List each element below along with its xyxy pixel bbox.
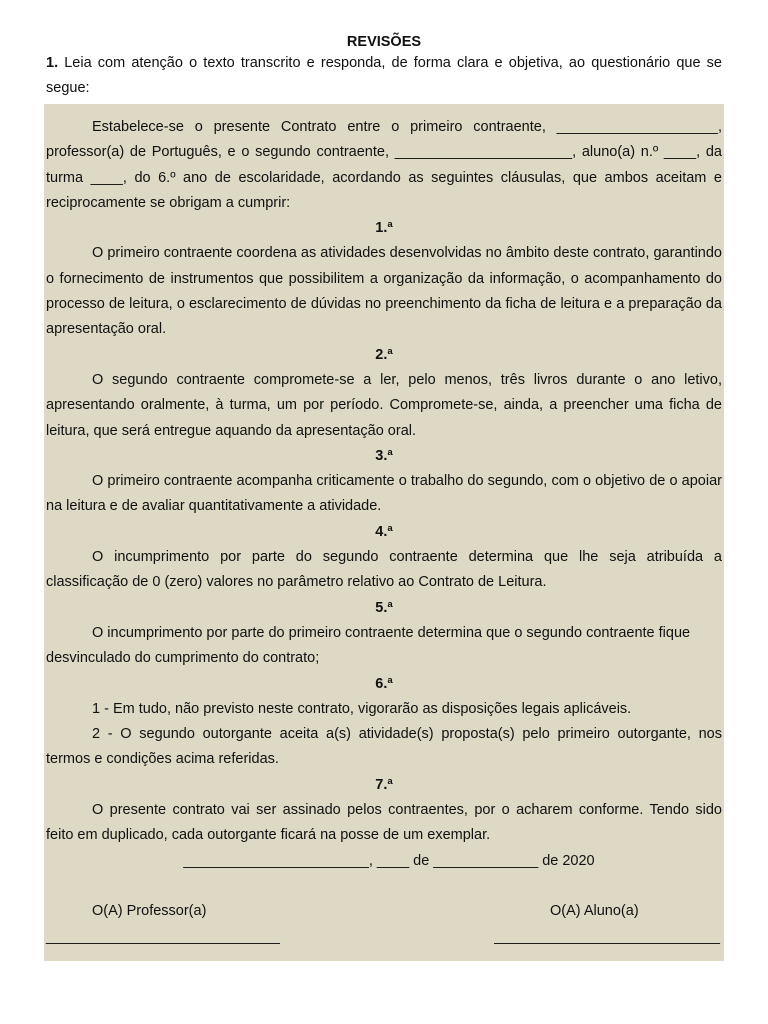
- question: [46, 51, 722, 101]
- clause-paragraph: 1 - Em tudo, não previsto neste contrato, vigorarão as disposições legais aplicáveis.: [92, 700, 632, 717]
- teacher-signature-label: O(A) Professor(a): [92, 902, 207, 919]
- page-title: REVISÕES: [346, 34, 422, 50]
- signatures: [46, 899, 722, 959]
- clause-heading: 3.ª: [375, 447, 393, 464]
- date-line: _______________________, ____ de _____________ de 2020: [183, 852, 595, 869]
- teacher-signature-line: _____________________________: [46, 928, 280, 945]
- clause-paragraph: 2 - O segundo outorgante aceita a(s) atividade(s) proposta(s) pelo primeiro outorgante, nos termos e condições acima referidas.: [46, 726, 722, 768]
- clause-paragraph: O presente contrato vai ser assinado pelos contraentes, por o acharem conforme. Tendo sido feito em duplicado, cada outorgante ficará na posse de um exemplar.: [46, 802, 722, 844]
- contract-intro: Estabelece-se o presente Contrato entre o primeiro contraente, ____________________, professor(a) de Português, e o segundo contraente, ______________________, aluno(a) n.º ____, da turma ____, do 6.º ano de escolaridade, acordando as seguintes cláusulas, que ambos aceitam e reciprocamente se obrigam a cumprir:: [46, 119, 722, 211]
- student-signature-line: ____________________________: [494, 928, 720, 945]
- clause-heading: 2.ª: [375, 346, 393, 363]
- clause-paragraph: O segundo contraente compromete-se a ler, pelo menos, três livros durante o ano letivo, apresentando oralmente, à turma, um por período. Compromete-se, ainda, a preencher uma ficha de leitura, que será entregue aquando da apresentação oral.: [46, 371, 722, 439]
- clause-heading: 4.ª: [375, 523, 393, 540]
- student-signature-label: O(A) Aluno(a): [550, 902, 639, 919]
- clause-heading: 1.ª: [375, 220, 393, 237]
- clause-paragraph: O incumprimento por parte do primeiro contraente determina que o segundo contraente fique desvinculado do cumprimento do contrato;: [46, 624, 691, 667]
- contract-body: [46, 115, 722, 959]
- clause-heading: 6.ª: [375, 675, 393, 692]
- clause-paragraph: O primeiro contraente acompanha criticamente o trabalho do segundo, com o objetivo de o apoiar na leitura e de avaliar quantitativamente a atividade.: [46, 473, 722, 515]
- clause-heading: 7.ª: [375, 776, 393, 793]
- clause-paragraph: O primeiro contraente coordena as atividades desenvolvidas no âmbito deste contrato, garantindo o fornecimento de instrumentos que possibilitem a organização da informação, o acompanhamento do processo de leitura, o esclarecimento de dúvidas no preenchimento da ficha de leitura e a preparação da apresentação oral.: [46, 245, 722, 338]
- question-number: 1.: [46, 55, 59, 71]
- clause-paragraph: O incumprimento por parte do segundo contraente determina que lhe seja atribuída a classificação de 0 (zero) valores no parâmetro relativo ao Contrato de Leitura.: [46, 549, 722, 591]
- question-text: Leia com atenção o texto transcrito e responda, de forma clara e objetiva, ao questionário que se segue:: [46, 55, 722, 96]
- clause-heading: 5.ª: [375, 599, 393, 616]
- contract-box: [44, 104, 724, 961]
